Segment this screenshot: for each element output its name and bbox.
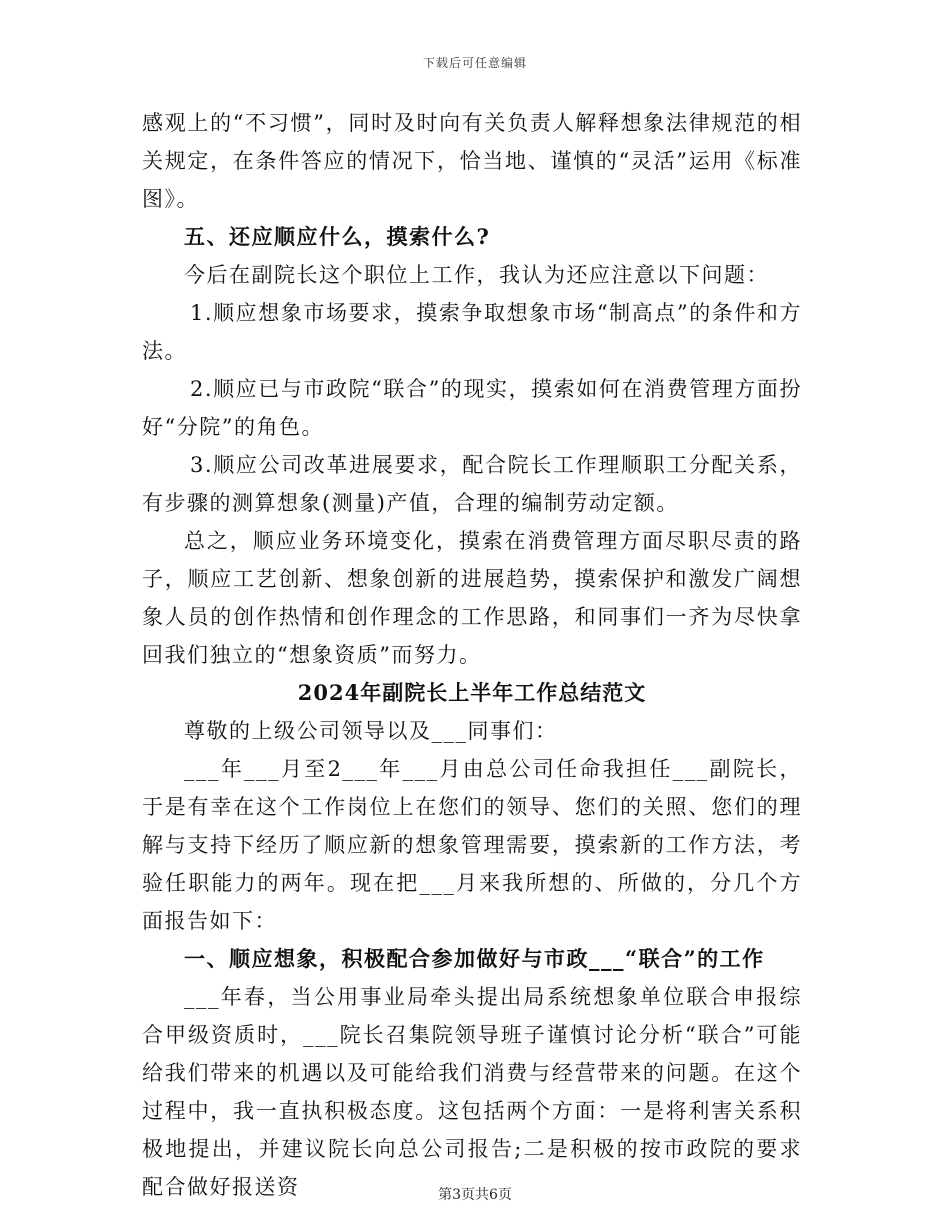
section-heading-one: 一、顺应想象，积极配合参加做好与市政___“联合”的工作: [184, 946, 765, 971]
page-header: 下载后可任意编辑: [422, 56, 527, 70]
paragraph-intro: 今后在副院长这个职位上工作，我认为还应注意以下问题：: [184, 263, 769, 287]
list-item-3: 3.顺应公司改革进展要求，配合院长工作理顺职工分配关系，有步骤的测算想象(测量)产值，合理的编制劳动定额。: [142, 453, 802, 515]
paragraph-summary: 总之，顺应业务环境变化，摸索在消费管理方面尽职尽责的路子，顺应工艺创新、想象创新的进展趋势，摸索保护和激发广阔想象人员的创作热情和创作理念的工作思路，和同事们一齐为尽快拿回我们独立的“想象资质”而努力。: [142, 529, 802, 667]
paragraph-section-one: ___年春，当公用事业局牵头提出局系统想象单位联合申报综合甲级资质时，___院长召集院领导班子谨慎讨论分析“联合”可能给我们带来的机遇以及可能给我们消费与经营带来的问题。在这个过程中，我一直执积极态度。这包括两个方面：一是将利害关系积极地提出，并建议院长向总公司报告;二是积极的按市政院的要求配合做好报送资: [142, 985, 802, 1199]
document-body: [142, 104, 802, 1206]
paragraph-continued: 感观上的“不习惯”，同时及时向有关负责人解释想象法律规范的相关规定，在条件答应的情况下，恰当地、谨慎的“灵活”运用《标准图》。: [142, 111, 802, 211]
document-title: 2024年副院长上半年工作总结范文: [297, 680, 647, 705]
list-item-1: 1.顺应想象市场要求，摸索争取想象市场“制高点”的条件和方法。: [142, 301, 802, 363]
paragraph-opening: ___年___月至2___年___月由总公司任命我担任___副院长，于是有幸在这个工作岗位上在您们的领导、您们的关照、您们的理解与支持下经历了顺应新的想象管理需要，摸索新的工作方法，考验任职能力的两年。现在把___月来我所想的、所做的，分几个方面报告如下：: [142, 757, 802, 933]
page-footer: 第3页共6页: [438, 1187, 512, 1203]
list-item-2: 2.顺应已与市政院“联合”的现实，摸索如何在消费管理方面扮好“分院”的角色。: [142, 377, 802, 439]
section-heading-five: 五、还应顺应什么，摸索什么?: [184, 224, 491, 249]
greeting: 尊敬的上级公司领导以及___同事们：: [184, 719, 558, 743]
